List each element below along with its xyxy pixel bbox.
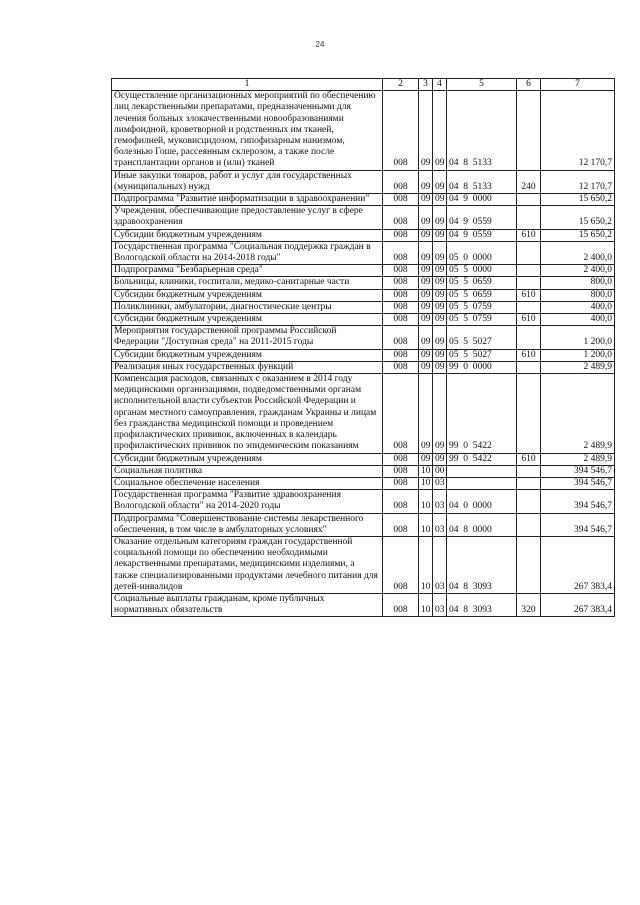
row-subsection: 09 <box>433 326 447 349</box>
row-subsection: 03 <box>433 513 447 536</box>
row-name: Субсидии бюджетным учреждениям <box>112 289 383 301</box>
row-expense-type: 610 <box>517 229 541 241</box>
row-target-article: 05 0 0000 <box>447 241 517 264</box>
row-target-article: 04 9 0000 <box>447 194 517 206</box>
table-row <box>112 91 615 170</box>
row-section: 09 <box>419 241 433 264</box>
row-name: Субсидии бюджетным учреждениям <box>112 453 383 465</box>
row-subsection: 03 <box>433 593 447 616</box>
row-code: 008 <box>383 536 419 593</box>
row-section: 10 <box>419 513 433 536</box>
header-cell: 2 <box>383 79 419 91</box>
row-amount: 1 200,0 <box>541 349 615 361</box>
row-expense-type <box>517 277 541 289</box>
row-name: Социальные выплаты гражданам, кроме публичных нормативных обязательств <box>112 593 383 616</box>
row-name: Подпрограмма "Безбарьерная среда" <box>112 265 383 277</box>
row-target-article: 04 8 5133 <box>447 170 517 193</box>
row-name: Субсидии бюджетным учреждениям <box>112 229 383 241</box>
row-expense-type: 610 <box>517 349 541 361</box>
row-expense-type: 610 <box>517 314 541 326</box>
row-section: 09 <box>419 91 433 170</box>
row-name: Компенсация расходов, связанных с оказанием в 2014 году медицинскими организациями, подведомственными органам исполнительной власти субъектов Российской Федерации и органам местного самоуправления, гражданам Украины и лицам без гражданства медицинской помощи и проведением профилактических прививок, включенных в календарь профилактических прививок по эпидемическим показаниям <box>112 374 383 453</box>
row-code: 008 <box>383 490 419 513</box>
row-target-article: 99 0 5422 <box>447 453 517 465</box>
table-row <box>112 349 615 361</box>
row-subsection: 09 <box>433 194 447 206</box>
table-row <box>112 361 615 373</box>
table-row <box>112 465 615 477</box>
row-target-article: 05 5 0659 <box>447 277 517 289</box>
header-cell: 1 <box>112 79 383 91</box>
row-code: 008 <box>383 465 419 477</box>
row-section: 09 <box>419 374 433 453</box>
row-section: 09 <box>419 170 433 193</box>
row-code: 008 <box>383 241 419 264</box>
row-target-article <box>447 477 517 489</box>
table-row <box>112 477 615 489</box>
row-amount: 12 170,7 <box>541 91 615 170</box>
row-name: Социальная политика <box>112 465 383 477</box>
row-amount: 400,0 <box>541 301 615 313</box>
page-number: 24 <box>315 40 325 49</box>
row-target-article: 04 0 0000 <box>447 490 517 513</box>
row-amount: 2 489,9 <box>541 453 615 465</box>
table-row <box>112 289 615 301</box>
row-section: 09 <box>419 361 433 373</box>
row-target-article: 04 8 3093 <box>447 536 517 593</box>
row-amount: 2 489,9 <box>541 361 615 373</box>
table-row <box>112 490 615 513</box>
row-amount: 2 489,9 <box>541 374 615 453</box>
row-expense-type <box>517 513 541 536</box>
row-subsection: 09 <box>433 314 447 326</box>
row-code: 008 <box>383 194 419 206</box>
row-target-article: 05 5 0659 <box>447 289 517 301</box>
row-name: Учреждения, обеспечивающие предоставление услуг в сфере здравоохранения <box>112 206 383 229</box>
row-target-article: 04 9 0559 <box>447 206 517 229</box>
row-amount: 2 400,0 <box>541 265 615 277</box>
budget-table <box>111 78 615 617</box>
row-expense-type <box>517 241 541 264</box>
row-expense-type: 240 <box>517 170 541 193</box>
table-row <box>112 326 615 349</box>
table-row <box>112 536 615 593</box>
row-section: 09 <box>419 194 433 206</box>
row-subsection: 09 <box>433 265 447 277</box>
row-name: Государственная программа "Социальная поддержка граждан в Вологодской области на 2014-2018 годы" <box>112 241 383 264</box>
row-name: Субсидии бюджетным учреждениям <box>112 314 383 326</box>
row-subsection: 09 <box>433 241 447 264</box>
row-name: Осуществление организационных мероприятий по обеспечению лиц лекарственными препаратами, предназначенными для лечения больных злокачественными новообразованиями лимфоидной, кроветворной и родственных им тканей, гемофилией, муковисцидозом, гипофизарным нанизмом, болезнью Гоше, рассеянным склерозом, а также после трансплантации органов и (или) тканей <box>112 91 383 170</box>
row-expense-type <box>517 490 541 513</box>
row-target-article: 05 5 0759 <box>447 314 517 326</box>
header-cell: 5 <box>447 79 517 91</box>
row-target-article: 04 8 0000 <box>447 513 517 536</box>
row-expense-type <box>517 374 541 453</box>
row-name: Подпрограмма "Развитие информатизации в здравоохранении" <box>112 194 383 206</box>
row-name: Государственная программа "Развитие здравоохранения Вологодской области" на 2014-2020 годы <box>112 490 383 513</box>
row-code: 008 <box>383 91 419 170</box>
row-name: Социальное обеспечение населения <box>112 477 383 489</box>
row-name: Оказание отдельным категориям граждан государственной социальной помощи по обеспечению необходимыми лекарственными препаратами, медицинскими изделиями, а также специализированными продуктами лечебного питания для детей-инвалидов <box>112 536 383 593</box>
row-code: 008 <box>383 453 419 465</box>
row-expense-type <box>517 536 541 593</box>
table-row <box>112 265 615 277</box>
row-amount: 400,0 <box>541 314 615 326</box>
table-row <box>112 593 615 616</box>
row-target-article: 04 9 0559 <box>447 229 517 241</box>
row-target-article: 05 5 0759 <box>447 301 517 313</box>
row-section: 09 <box>419 229 433 241</box>
row-section: 09 <box>419 314 433 326</box>
row-expense-type <box>517 477 541 489</box>
row-subsection: 09 <box>433 277 447 289</box>
header-row <box>112 79 615 91</box>
table-row <box>112 314 615 326</box>
row-name: Реализация иных государственных функций <box>112 361 383 373</box>
row-amount: 267 383,4 <box>541 536 615 593</box>
row-code: 008 <box>383 314 419 326</box>
row-amount: 15 650,2 <box>541 206 615 229</box>
row-amount: 800,0 <box>541 277 615 289</box>
row-code: 008 <box>383 206 419 229</box>
row-code: 008 <box>383 301 419 313</box>
row-subsection: 03 <box>433 490 447 513</box>
row-section: 09 <box>419 301 433 313</box>
row-subsection: 09 <box>433 361 447 373</box>
row-subsection: 09 <box>433 289 447 301</box>
row-amount: 12 170,7 <box>541 170 615 193</box>
row-amount: 15 650,2 <box>541 194 615 206</box>
table-row <box>112 229 615 241</box>
row-name: Субсидии бюджетным учреждениям <box>112 349 383 361</box>
row-expense-type <box>517 301 541 313</box>
header-cell: 7 <box>541 79 615 91</box>
row-subsection: 09 <box>433 301 447 313</box>
row-amount: 1 200,0 <box>541 326 615 349</box>
row-amount: 394 546,7 <box>541 490 615 513</box>
row-section: 10 <box>419 593 433 616</box>
row-amount: 394 546,7 <box>541 477 615 489</box>
row-section: 10 <box>419 536 433 593</box>
row-section: 09 <box>419 453 433 465</box>
row-code: 008 <box>383 229 419 241</box>
header-cell: 3 <box>419 79 433 91</box>
row-expense-type: 320 <box>517 593 541 616</box>
row-section: 10 <box>419 490 433 513</box>
row-amount: 394 546,7 <box>541 465 615 477</box>
header-cell: 6 <box>517 79 541 91</box>
row-amount: 394 546,7 <box>541 513 615 536</box>
table-row <box>112 453 615 465</box>
row-expense-type: 610 <box>517 289 541 301</box>
row-section: 09 <box>419 265 433 277</box>
table-row <box>112 301 615 313</box>
header-cell: 4 <box>433 79 447 91</box>
row-target-article: 99 0 5422 <box>447 374 517 453</box>
row-section: 09 <box>419 206 433 229</box>
row-section: 09 <box>419 349 433 361</box>
row-amount: 15 650,2 <box>541 229 615 241</box>
row-target-article: 05 5 5027 <box>447 349 517 361</box>
row-name: Поликлиники, амбулатории, диагностические центры <box>112 301 383 313</box>
row-code: 008 <box>383 513 419 536</box>
row-subsection: 09 <box>433 229 447 241</box>
row-amount: 267 383,4 <box>541 593 615 616</box>
row-code: 008 <box>383 326 419 349</box>
row-code: 008 <box>383 277 419 289</box>
row-expense-type <box>517 465 541 477</box>
row-subsection: 09 <box>433 374 447 453</box>
row-expense-type <box>517 326 541 349</box>
table-row <box>112 513 615 536</box>
row-expense-type <box>517 361 541 373</box>
row-expense-type: 610 <box>517 453 541 465</box>
row-target-article: 04 8 3093 <box>447 593 517 616</box>
row-name: Мероприятия государственной программы Российской Федерации "Доступная среда" на 2011-2015 годы <box>112 326 383 349</box>
row-subsection: 09 <box>433 349 447 361</box>
row-target-article: 05 5 5027 <box>447 326 517 349</box>
row-code: 008 <box>383 374 419 453</box>
row-subsection: 00 <box>433 465 447 477</box>
row-code: 008 <box>383 593 419 616</box>
row-section: 09 <box>419 289 433 301</box>
row-section: 09 <box>419 326 433 349</box>
row-expense-type <box>517 206 541 229</box>
row-amount: 2 400,0 <box>541 241 615 264</box>
row-expense-type <box>517 91 541 170</box>
row-target-article: 05 5 0000 <box>447 265 517 277</box>
table-row <box>112 206 615 229</box>
row-name: Иные закупки товаров, работ и услуг для государственных (муниципальных) нужд <box>112 170 383 193</box>
row-code: 008 <box>383 289 419 301</box>
table-row <box>112 277 615 289</box>
row-target-article: 99 0 0000 <box>447 361 517 373</box>
row-subsection: 09 <box>433 91 447 170</box>
table-row <box>112 241 615 264</box>
table-row <box>112 170 615 193</box>
row-code: 008 <box>383 265 419 277</box>
row-name: Подпрограмма "Совершенствование системы лекарственного обеспечения, в том числе в амбулаторных условиях" <box>112 513 383 536</box>
row-target-article: 04 8 5133 <box>447 91 517 170</box>
row-section: 10 <box>419 477 433 489</box>
row-amount: 800,0 <box>541 289 615 301</box>
row-code: 008 <box>383 349 419 361</box>
row-expense-type <box>517 194 541 206</box>
row-subsection: 09 <box>433 206 447 229</box>
row-code: 008 <box>383 477 419 489</box>
row-expense-type <box>517 265 541 277</box>
row-code: 008 <box>383 361 419 373</box>
row-code: 008 <box>383 170 419 193</box>
table-row <box>112 374 615 453</box>
row-name: Больницы, клиники, госпитали, медико-санитарные части <box>112 277 383 289</box>
table-row <box>112 194 615 206</box>
row-section: 09 <box>419 277 433 289</box>
row-subsection: 03 <box>433 536 447 593</box>
row-section: 10 <box>419 465 433 477</box>
row-subsection: 09 <box>433 453 447 465</box>
row-subsection: 09 <box>433 170 447 193</box>
row-subsection: 03 <box>433 477 447 489</box>
row-target-article <box>447 465 517 477</box>
